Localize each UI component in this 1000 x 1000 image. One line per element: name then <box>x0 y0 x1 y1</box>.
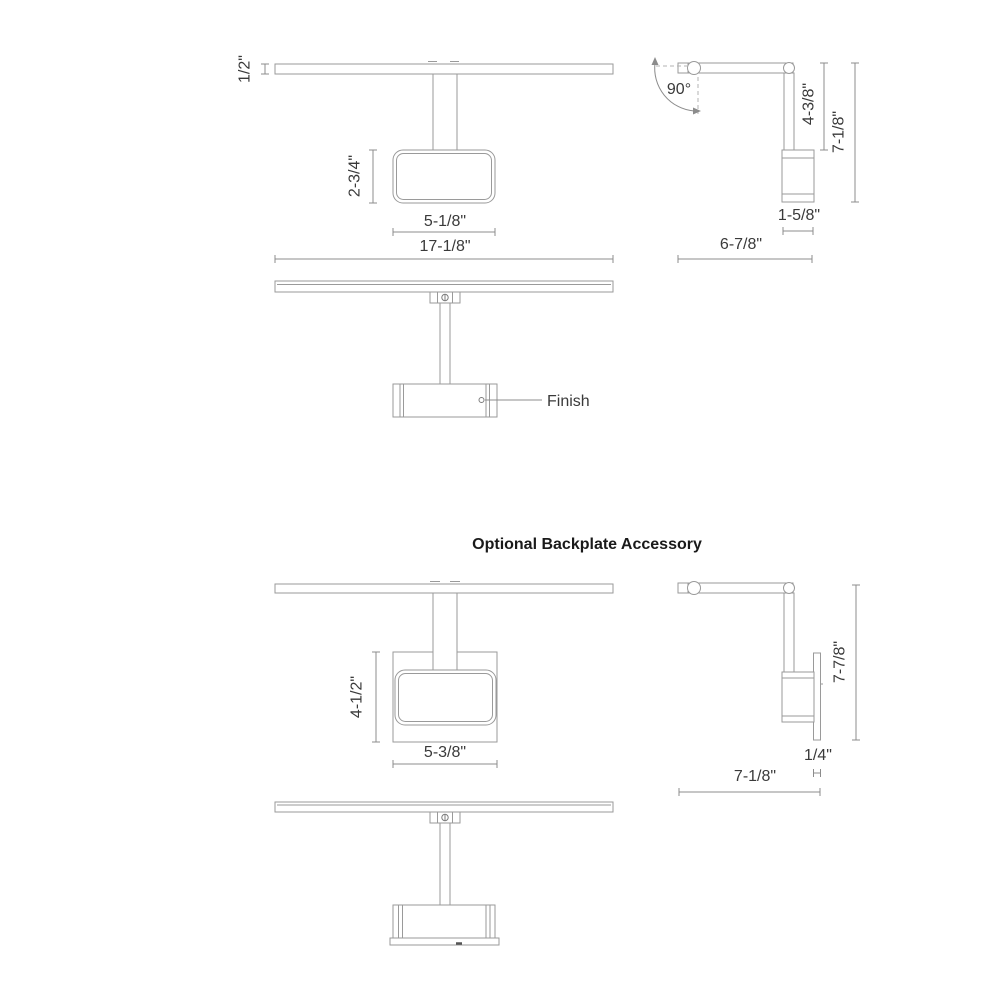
light-bar <box>275 64 613 74</box>
accessory-bottom-view <box>275 802 613 945</box>
stem <box>433 74 457 150</box>
dim-label-overall-height: 7-7/8" <box>831 640 849 684</box>
light-bar <box>275 584 613 593</box>
main-side-view <box>652 57 860 263</box>
pivot-joint <box>688 582 701 595</box>
dim-label-overall-width: 17-1/8" <box>419 238 471 255</box>
dim-label-overall-height: 7-1/8" <box>830 110 848 154</box>
light-bar-bottom <box>275 802 613 812</box>
section-title: Optional Backplate Accessory <box>472 536 702 553</box>
light-bar-bottom <box>275 281 613 292</box>
arm-joint <box>784 63 795 74</box>
main-bottom-view <box>275 281 613 417</box>
dim-line-accessory-height <box>372 652 380 742</box>
arm-joint <box>784 583 795 594</box>
main-front-view <box>237 55 614 263</box>
dim-line-plate-thickness <box>814 769 821 777</box>
stem <box>433 593 457 670</box>
finish-callout-label: Finish <box>547 393 590 410</box>
dim-label-accessory-width: 5-3/8" <box>423 744 467 761</box>
dim-label-overall-depth: 6-7/8" <box>719 236 763 253</box>
arc-arrow-up <box>652 57 659 65</box>
dim-label-plate-thickness: 1/4" <box>804 747 832 764</box>
dim-line-overall-height <box>851 63 859 202</box>
backplate-outer <box>393 150 495 203</box>
dim-label-backplate-height: 2-3/4" <box>346 154 364 198</box>
dim-label-swivel-angle: 90° <box>666 81 692 98</box>
dim-label-accessory-height: 4-1/2" <box>348 675 366 719</box>
dim-line-overall-depth <box>679 788 820 796</box>
arc-arrow-right <box>693 108 701 115</box>
dim-line-overall-height <box>852 585 860 740</box>
accessory-flange <box>390 938 499 945</box>
dim-label-backplate-width: 5-1/8" <box>423 213 467 230</box>
dim-line-arm-height <box>820 63 828 150</box>
accessory-backplate-side <box>814 653 821 740</box>
arm <box>784 73 794 150</box>
dim-line-canopy-depth <box>783 227 813 235</box>
backplate-bottom <box>393 905 495 938</box>
dim-line-backplate-height <box>369 150 377 203</box>
dim-label-bar-thickness: 1/2" <box>236 55 254 83</box>
dim-line-overall-width <box>275 255 613 263</box>
arm <box>784 593 794 672</box>
dim-label-arm-height: 4-3/8" <box>800 82 818 126</box>
backplate-bottom <box>393 384 497 417</box>
accessory-front-view <box>275 582 613 769</box>
dim-line-accessory-width <box>393 760 497 768</box>
dim-label-canopy-depth: 1-5/8" <box>777 207 821 224</box>
canopy <box>782 672 814 722</box>
stem-bottom <box>440 823 450 905</box>
accessory-side-view <box>678 582 860 797</box>
dim-line-bar-thickness <box>261 64 269 74</box>
dim-line-overall-depth <box>678 255 812 263</box>
dim-label-overall-depth: 7-1/8" <box>733 768 777 785</box>
pivot-joint <box>688 62 701 75</box>
backplate-outer <box>395 670 496 725</box>
stem-bottom <box>440 303 450 384</box>
